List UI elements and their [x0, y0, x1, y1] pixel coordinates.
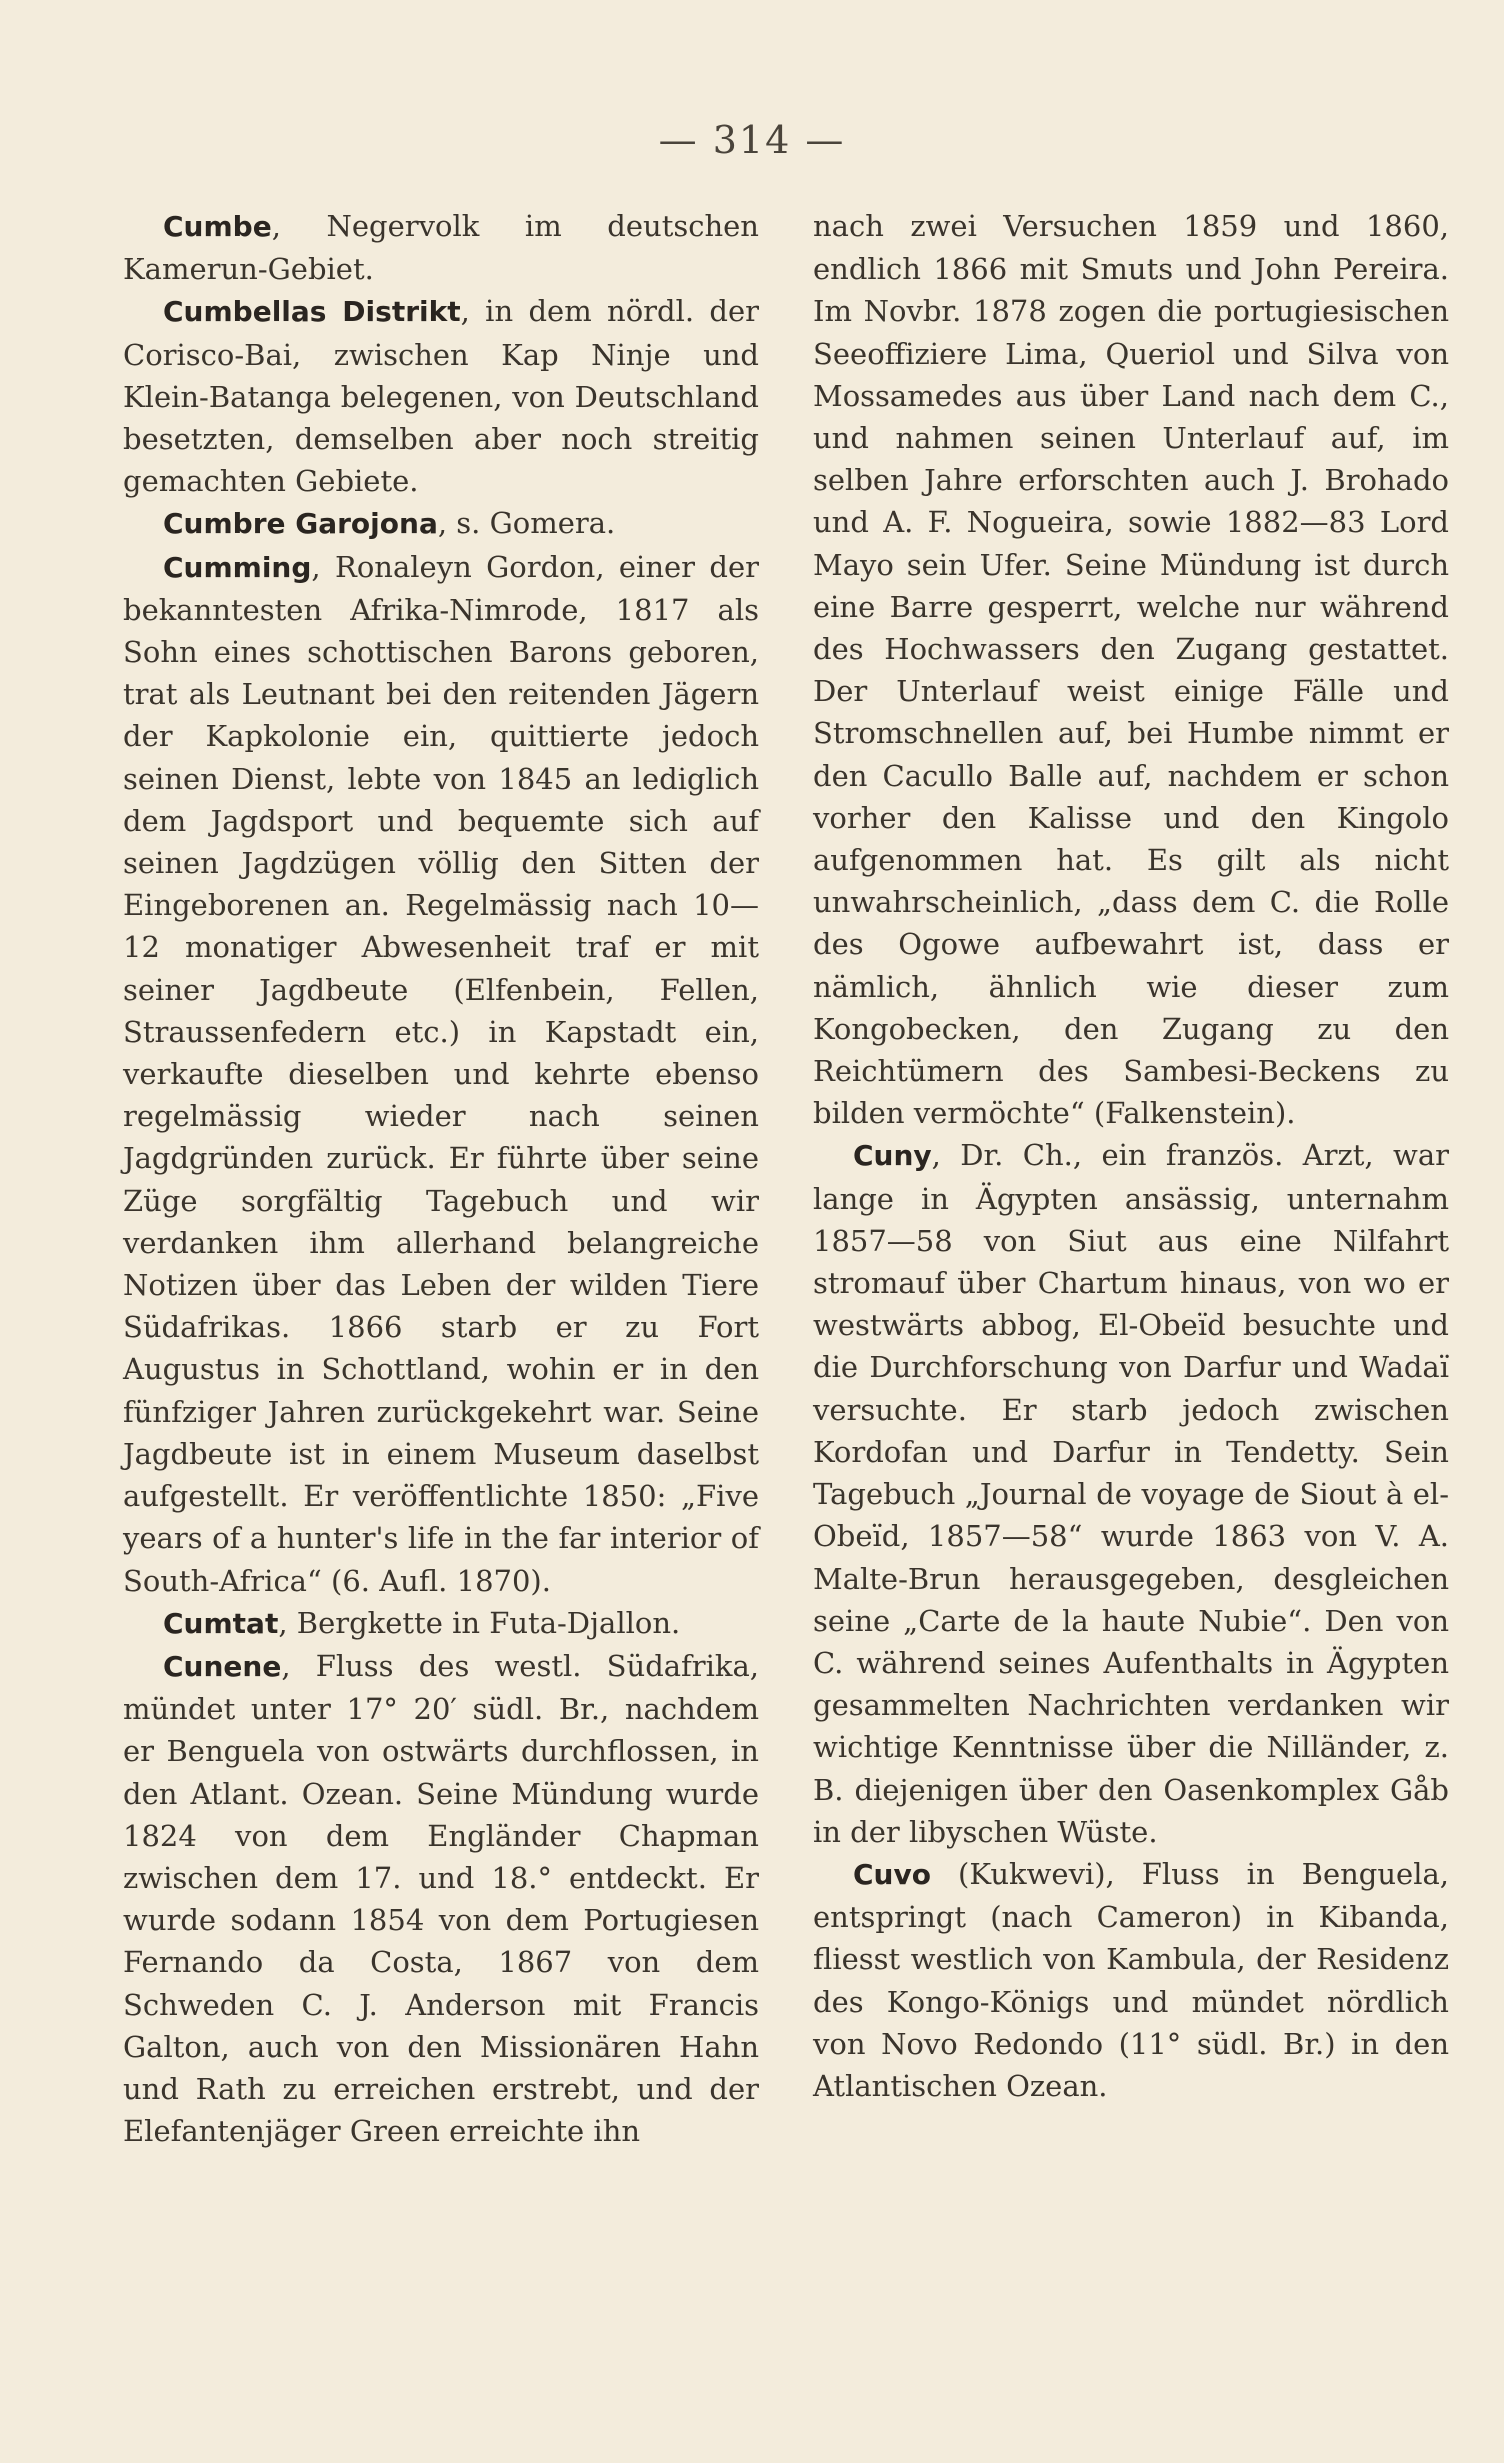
entry-headword: Cuvo [853, 1857, 931, 1891]
right-column [813, 205, 1449, 2107]
entry-headword: Cumbre Garojona [163, 507, 438, 541]
entry-text: , Negervolk im deutschen Kamerun-Gebiet. [123, 209, 759, 287]
entry-text: (Kukwevi), Fluss in Benguela, entspringt (nach Cameron) in Kibanda, fliesst westlich von Kambula, der Residenz des Kongo-Königs und mündet nördlich von Novo Redondo (11° südl. Br.) in den Atlantischen Ozean. [813, 1856, 1449, 2103]
entry-text: , in dem nördl. der Corisco-Bai, zwischen Kap Ninje und Klein-Batanga belegenen, von Deutschland besetzten, demselben aber noch streitig gemachten Gebiete. [123, 294, 760, 499]
entry-cumbellas-distrikt [123, 290, 759, 502]
page-number: — 314 — [658, 118, 846, 162]
entry-cumbe [123, 205, 759, 290]
entry-text: nach zwei Versuchen 1859 und 1860, endlich 1866 mit Smuts und John Pereira. Im Novbr. 1878 zogen die portugiesischen Seeoffiziere Lima, Queriol und Silva von Mossamedes aus über Land nach dem C., und nahmen seinen Unterlauf auf, im selben Jahre erforschten auch J. Brohado und A. F. Nogueira, sowie 1882—83 Lord Mayo sein Ufer. Seine Mündung ist durch eine Barre gesperrt, welche nur während des Hochwassers den Zugang gestattet. Der Unterlauf weist einige Fälle und Stromschnellen auf, bei Humbe nimmt er den Cacullo Balle auf, nachdem er schon vorher den Kalisse und den Kingolo aufgenommen hat. Es gilt als nicht unwahrscheinlich, „dass dem C. die Rolle des Ogowe aufbewahrt ist, dass er nämlich, ähnlich wie dieser zum Kongobecken, den Zugang zu den Reichtümern des Sambesi-Beckens zu bilden vermöchte“ (Falkenstein). [813, 209, 1449, 1131]
entry-cunene-continued [813, 205, 1449, 1134]
entry-cumtat [123, 1602, 759, 1645]
entry-headword: Cunene [163, 1649, 282, 1683]
entry-cumbre-garojona [123, 502, 759, 545]
entry-headword: Cumtat [163, 1606, 279, 1640]
entry-cuny [813, 1134, 1449, 1852]
entry-cuvo [813, 1853, 1449, 2107]
entry-headword: Cumbe [163, 210, 272, 243]
entry-text: , Bergkette in Futa-Djallon. [278, 1605, 681, 1640]
entry-text: , Ronaleyn Gordon, einer der bekanntesten Afrika-Nimrode, 1817 als Sohn eines schottischen Barons geboren, trat als Leutnant bei den reitenden Jägern der Kapkolonie ein, quittierte jedoch seinen Dienst, lebte von 1845 an lediglich dem Jagdsport und bequemte sich auf seinen Jagdzügen völlig den Sitten der Eingeborenen an. Regelmässig nach 10—12 monatiger Abwesenheit traf er mit seiner Jagdbeute (Elfenbein, Fellen, Straussenfedern etc.) in Kapstadt ein, verkaufte dieselben und kehrte ebenso regelmässig wieder nach seinen Jagdgründen zurück. Er führte über seine Züge sorgfältig Tagebuch und wir verdanken ihm allerhand belangreiche Notizen über das Leben der wilden Tiere Südafrikas. 1866 starb er zu Fort Augustus in Schottland, wohin er in den fünfziger Jahren zurückgekehrt war. Seine Jagdbeute ist in einem Museum daselbst aufgestellt. Er veröffentlichte 1850: „Five years of a hunter's life in the far interior of South-Africa“ (6. Aufl. 1870). [123, 549, 759, 1598]
left-column [123, 205, 759, 2152]
entry-headword: Cuny [853, 1139, 932, 1173]
entry-cumming [123, 546, 759, 1602]
entry-text: , s. Gomera. [437, 506, 616, 541]
entry-headword: Cumming [163, 550, 312, 584]
entry-cunene [123, 1645, 759, 2152]
entry-headword: Cumbellas Distrikt [163, 295, 461, 329]
entry-text: , Dr. Ch., ein französ. Arzt, war lange in Ägypten ansässig, unternahm 1857—58 von Siut aus eine Nilfahrt stromauf über Chartum hinaus, von wo er westwärts abbog, El-Obeïd besuchte und die Durchforschung von Darfur und Wadaï versuchte. Er starb jedoch zwischen Kordofan und Darfur in Tendetty. Sein Tagebuch „Journal de voyage de Siout à el-Obeïd, 1857—58“ wurde 1863 von V. A. Malte-Brun herausgegeben, desgleichen seine „Carte de la haute Nubie“. Den von C. während seines Aufenthalts in Ägypten gesammelten Nachrichten verdanken wir wichtige Kenntnisse über die Nilländer, z. B. diejenigen über den Oasenkomplex Gåb in der libyschen Wüste. [813, 1138, 1449, 1849]
entry-text: , Fluss des westl. Südafrika, mündet unter 17° 20′ südl. Br., nachdem er Benguela von ostwärts durchflossen, in den Atlant. Ozean. Seine Mündung wurde 1824 von dem Engländer Chapman zwischen dem 17. und 18.° entdeckt. Er wurde sodann 1854 von dem Portugiesen Fernando da Costa, 1867 von dem Schweden C. J. Anderson mit Francis Galton, auch von den Missionären Hahn und Rath zu erreichen erstrebt, und der Elefantenjäger Green erreichte ihn [123, 1648, 759, 2149]
